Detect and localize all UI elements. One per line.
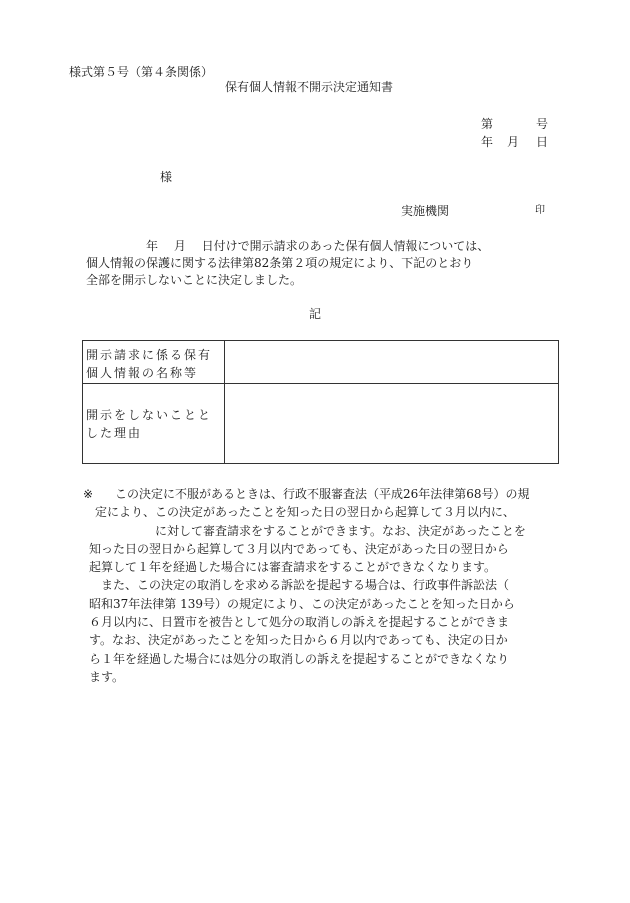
seal-mark: 印 (535, 205, 545, 216)
note-line: ６月以内に、日置市を被告として処分の取消しの訴えを提起することができま (89, 615, 510, 630)
label-line: 個人情報の名称等 (86, 366, 199, 380)
note-line: 知った日の翌日から起算して３月以内であっても、決定があった日の翌日から (89, 541, 509, 556)
label-line: した理由 (86, 426, 143, 440)
table-row-label (83, 341, 225, 383)
page-title: 保有個人情報不開示決定通知書 (225, 80, 394, 94)
issuer-label: 実施機関 (401, 204, 450, 218)
table-row (83, 341, 558, 384)
date-month-label: 月 (507, 135, 520, 149)
ki-heading: 記 (309, 307, 322, 321)
date-day-label: 日 (536, 135, 549, 149)
note-line: す。なお、決定があったことを知った日から６月以内であっても、決定の日か (89, 633, 508, 648)
label-line: 開示をしないことと (86, 408, 213, 422)
doc-number-prefix: 第 (481, 117, 494, 131)
doc-number-suffix: 号 (536, 117, 549, 131)
table-row-value (225, 384, 558, 464)
body-line: 全部を開示しないことに決定しました。 (86, 273, 303, 287)
note-line: に対して審査請求をすることができます。なお、決定があったことを (95, 523, 526, 538)
details-table (82, 340, 559, 464)
label-line: 開示請求に係る保有 (86, 348, 213, 362)
note-line: 昭和37年法律第 139号）の規定により、この決定があったことを知った日から (89, 596, 515, 611)
note-line: 定により、この決定があったことを知った日の翌日から起算して３月以内に、 (95, 505, 515, 520)
note-line: 起算して１年を経過した場合には審査請求をすることができなくなります。 (89, 560, 497, 575)
note-mark: ※ (83, 487, 94, 501)
note-section (83, 485, 563, 686)
table-row-value (225, 341, 558, 383)
note-line: この決定に不服があるときは、行政不服審査法（平成26年法律第68号）の規 (103, 487, 530, 501)
table-row-label (83, 384, 225, 464)
note-line: ます。 (89, 669, 125, 684)
table-row (83, 384, 558, 464)
form-number: 様式第５号（第４条関係） (69, 65, 214, 79)
recipient-honorific: 様 (160, 170, 173, 184)
body-paragraph (86, 238, 562, 289)
body-line: 個人情報の保護に関する法律第82条第２項の規定により、下記のとおり (86, 256, 474, 270)
note-line: ら１年を経過した場合には処分の取消しの訴えを提起することができなくなり (89, 651, 510, 666)
body-line: 年 月 日付けで開示請求のあった保有個人情報については、 (86, 239, 490, 253)
date-year-label: 年 (481, 135, 494, 149)
note-body (83, 485, 563, 686)
note-line: また、この決定の取消しを求める訴訟を提起する場合は、行政事件訴訟法（ (89, 578, 510, 593)
